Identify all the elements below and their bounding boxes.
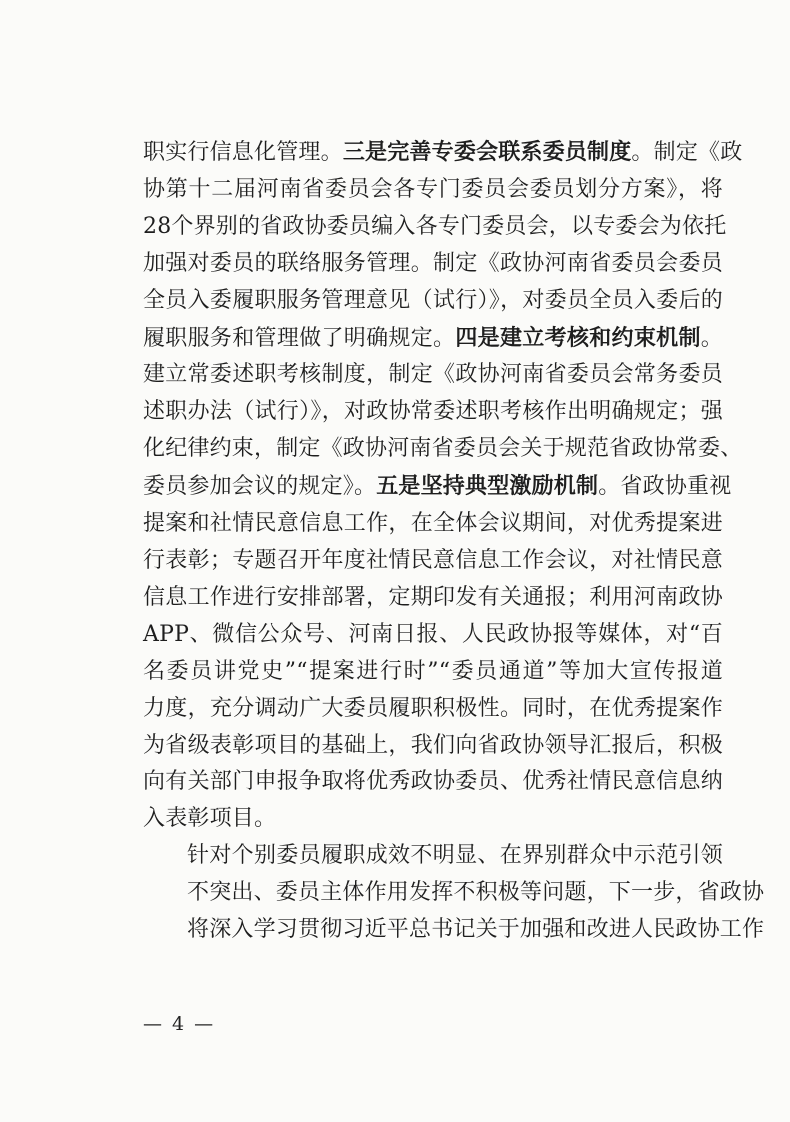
text-segment: 针对个别委员履职成效不明显、在界别群众中示范引领 <box>187 843 723 869</box>
text-line <box>143 691 723 728</box>
text-line <box>143 209 727 246</box>
text-segment: 将深入学习贯彻习近平总书记关于加强和改进人民政协工作 <box>187 917 765 943</box>
text-segment: 为省级表彰项目的基础上，我们向省政协领导汇报后，积极 <box>143 732 723 758</box>
text-segment: 加强对委员的联络服务管理。制定《政协河南省委员会委员 <box>143 250 723 276</box>
text-segment: 委员参加会议的规定》。 <box>143 474 377 500</box>
text-segment: 协第十二届河南省委员会各专门委员会委员划分方案》，将 <box>143 176 723 202</box>
text-line <box>143 617 723 654</box>
text-line <box>143 838 723 875</box>
text-segment: APP、微信公众号、河南日报、人民政协报等媒体，对“百 <box>143 621 723 647</box>
text-segment: 28个界别的省政协委员编入各专门委员会，以专委会为依托 <box>143 213 727 239</box>
text-line <box>143 506 723 543</box>
document-body <box>143 134 765 949</box>
text-line <box>143 357 723 394</box>
text-line <box>143 728 723 765</box>
text-line <box>143 134 743 172</box>
text-line <box>143 875 765 912</box>
text-segment: 履职服务和管理做了明确规定。 <box>143 325 456 351</box>
text-segment: 化纪律约束，制定《政协河南省委员会关于规范省政协常委、 <box>143 436 743 462</box>
text-segment: 信息工作进行安排部署，定期印发有关通报；利用河南政协 <box>143 584 723 610</box>
text-line <box>143 320 723 358</box>
text-segment: 入表彰项目。 <box>143 806 277 832</box>
text-segment: 。省政协重视 <box>598 474 732 500</box>
text-segment: 。 <box>700 325 723 351</box>
text-line <box>143 468 732 506</box>
text-segment: 职实行信息化管理。 <box>143 140 343 165</box>
text-line <box>143 580 723 617</box>
text-line <box>143 654 723 691</box>
text-segment: 行表彰；专题召开年度社情民意信息工作会议，对社情民意 <box>143 547 723 573</box>
bold-text-segment: 五是坚持典型激励机制 <box>376 473 599 500</box>
text-segment: 不突出、委员主体作用发挥不积极等问题，下一步，省政协 <box>187 880 765 906</box>
text-line <box>143 543 723 580</box>
text-line <box>143 283 723 320</box>
text-line <box>143 394 723 431</box>
text-line <box>143 246 723 283</box>
text-line <box>143 172 723 209</box>
text-segment: 全员入委履职服务管理意见（试行）》，对委员全员入委后的 <box>143 287 723 313</box>
text-line <box>143 764 723 801</box>
paragraph <box>143 838 765 949</box>
text-segment: 提案和社情民意信息工作，在全体会议期间，对优秀提案进 <box>143 511 723 537</box>
bold-text-segment: 四是建立考核和约束机制 <box>455 324 701 351</box>
paragraph <box>143 134 743 838</box>
text-segment: 建立常委述职考核制度，制定《政协河南省委员会常务委员 <box>143 362 723 388</box>
bold-text-segment: 三是完善专委会联系委员制度 <box>342 139 632 165</box>
text-segment: 向有关部门申报争取将优秀政协委员、优秀社情民意信息纳 <box>143 769 723 795</box>
text-segment: 。制定《政 <box>631 140 743 165</box>
text-line <box>143 801 723 838</box>
text-segment: 述职办法（试行）》，对政协常委述职考核作出明确规定；强 <box>143 399 723 425</box>
text-line <box>143 912 765 949</box>
page-number: — 4 — <box>143 1013 216 1035</box>
text-line <box>143 431 743 468</box>
text-segment: 力度，充分调动广大委员履职积极性。同时，在优秀提案作 <box>143 695 723 721</box>
text-segment: 名委员讲党史”“提案进行时”“委员通道”等加大宣传报道 <box>143 658 723 684</box>
